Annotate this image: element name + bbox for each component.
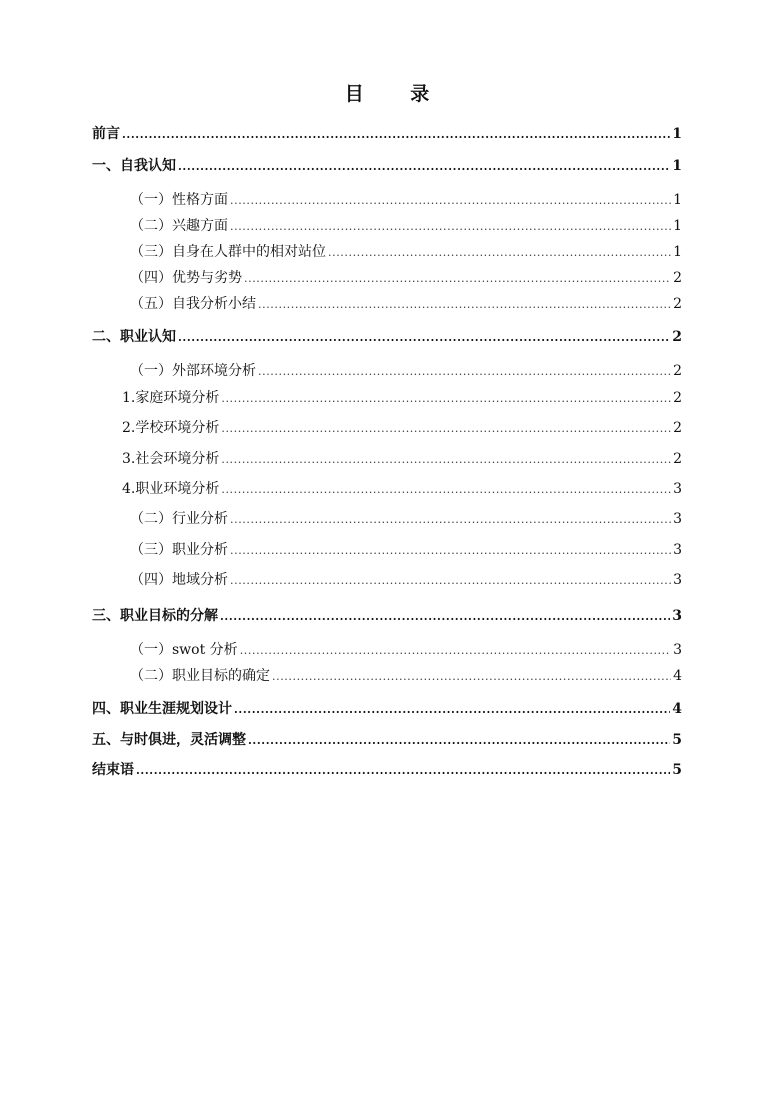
dot-leader [221, 388, 671, 408]
dot-leader [178, 156, 670, 176]
toc-entry-page: 3 [672, 608, 682, 624]
toc-entry-page: 4 [672, 701, 682, 717]
toc-entry-label: 4.职业环境分析 [122, 481, 220, 497]
toc-entry-page: 1 [673, 244, 682, 260]
toc-entry-chapter-5[interactable] [92, 730, 682, 750]
dot-leader [272, 666, 671, 686]
dot-leader [221, 479, 671, 499]
toc-entry-page: 3 [673, 542, 682, 558]
toc-entry-chapter-1[interactable] [92, 156, 682, 176]
dot-leader [234, 699, 670, 719]
toc-entry-section-2-3[interactable] [130, 540, 682, 560]
toc-entry-label: 一、自我认知 [92, 158, 176, 174]
toc-entry-page: 5 [672, 762, 682, 778]
toc-entry-page: 4 [673, 668, 682, 684]
toc-entry-page: 2 [673, 270, 682, 286]
toc-entry-page: 2 [672, 329, 682, 345]
toc-entry-label: （二）行业分析 [130, 511, 228, 527]
dot-leader [220, 606, 670, 626]
toc-entry-section-1-3[interactable] [130, 242, 682, 262]
toc-entry-conclusion[interactable] [92, 760, 682, 780]
toc-entry-label: 1.家庭环境分析 [122, 390, 220, 406]
dot-leader [178, 327, 670, 347]
toc-entry-section-2-1[interactable] [130, 361, 682, 381]
toc-entry-page: 1 [672, 158, 682, 174]
toc-entry-page: 1 [673, 218, 682, 234]
dot-leader [258, 294, 671, 314]
toc-entry-section-3-1[interactable] [130, 640, 682, 660]
toc-title: 目 录 [344, 83, 450, 105]
toc-entry-chapter-3[interactable] [92, 606, 682, 626]
toc-entry-page: 3 [673, 511, 682, 527]
toc-entry-page: 2 [673, 296, 682, 312]
toc-entry-page: 3 [673, 642, 682, 658]
dot-leader [230, 216, 671, 236]
toc-entry-label: 三、职业目标的分解 [92, 608, 218, 624]
toc-entry-label: （五）自我分析小结 [130, 296, 256, 312]
toc-entry-label: 2.学校环境分析 [122, 420, 220, 436]
dot-leader [221, 418, 671, 438]
toc-entry-label: 五、与时俱进，灵活调整 [92, 732, 246, 748]
toc-entry-subsection-2-1-2[interactable] [122, 418, 682, 438]
dot-leader [248, 730, 670, 750]
toc-entry-section-2-4[interactable] [130, 570, 682, 590]
toc-entry-preface[interactable] [92, 124, 682, 144]
toc-entry-page: 3 [673, 572, 682, 588]
toc-entry-page: 3 [673, 481, 682, 497]
toc-entry-page: 2 [673, 451, 682, 467]
toc-entry-label: 二、职业认知 [92, 329, 176, 345]
toc-entry-label: 结束语 [92, 762, 134, 778]
toc-entry-label: 3.社会环境分析 [122, 451, 220, 467]
toc-entry-chapter-4[interactable] [92, 699, 682, 719]
dot-leader [230, 540, 671, 560]
toc-entry-label: 前言 [92, 126, 120, 142]
toc-entry-page: 1 [673, 192, 682, 208]
toc-entry-subsection-2-1-1[interactable] [122, 388, 682, 408]
toc-entry-label: （一）性格方面 [130, 192, 228, 208]
toc-entry-label: （四）优势与劣势 [130, 270, 242, 286]
toc-entry-label: （四）地域分析 [130, 572, 228, 588]
dot-leader [230, 190, 671, 210]
dot-leader [221, 449, 671, 469]
toc-entry-page: 2 [673, 420, 682, 436]
dot-leader [136, 760, 670, 780]
toc-entry-subsection-2-1-3[interactable] [122, 449, 682, 469]
toc-entry-label: （三）自身在人群中的相对站位 [130, 244, 326, 260]
toc-entry-label: （二）兴趣方面 [130, 218, 228, 234]
toc-entry-section-1-2[interactable] [130, 216, 682, 236]
toc-entry-section-2-2[interactable] [130, 509, 682, 529]
dot-leader [240, 640, 671, 660]
dot-leader [258, 361, 671, 381]
toc-entry-section-1-5[interactable] [130, 294, 682, 314]
dot-leader [244, 268, 671, 288]
toc-entry-chapter-2[interactable] [92, 327, 682, 347]
dot-leader [230, 570, 671, 590]
toc-entry-label: （一）swot 分析 [130, 642, 238, 658]
toc-entry-page: 2 [673, 390, 682, 406]
toc-entry-section-1-1[interactable] [130, 190, 682, 210]
toc-entry-label: （三）职业分析 [130, 542, 228, 558]
dot-leader [230, 509, 671, 529]
toc-entry-label: 四、职业生涯规划设计 [92, 701, 232, 717]
toc-entry-section-1-4[interactable] [130, 268, 682, 288]
toc-entry-page: 5 [672, 732, 682, 748]
toc-entry-page: 2 [673, 363, 682, 379]
toc-entry-label: （二）职业目标的确定 [130, 668, 270, 684]
dot-leader [122, 124, 670, 144]
dot-leader [328, 242, 671, 262]
toc-entry-subsection-2-1-4[interactable] [122, 479, 682, 499]
toc-entry-page: 1 [672, 126, 682, 142]
toc-entry-label: （一）外部环境分析 [130, 363, 256, 379]
toc-entry-section-3-2[interactable] [130, 666, 682, 686]
